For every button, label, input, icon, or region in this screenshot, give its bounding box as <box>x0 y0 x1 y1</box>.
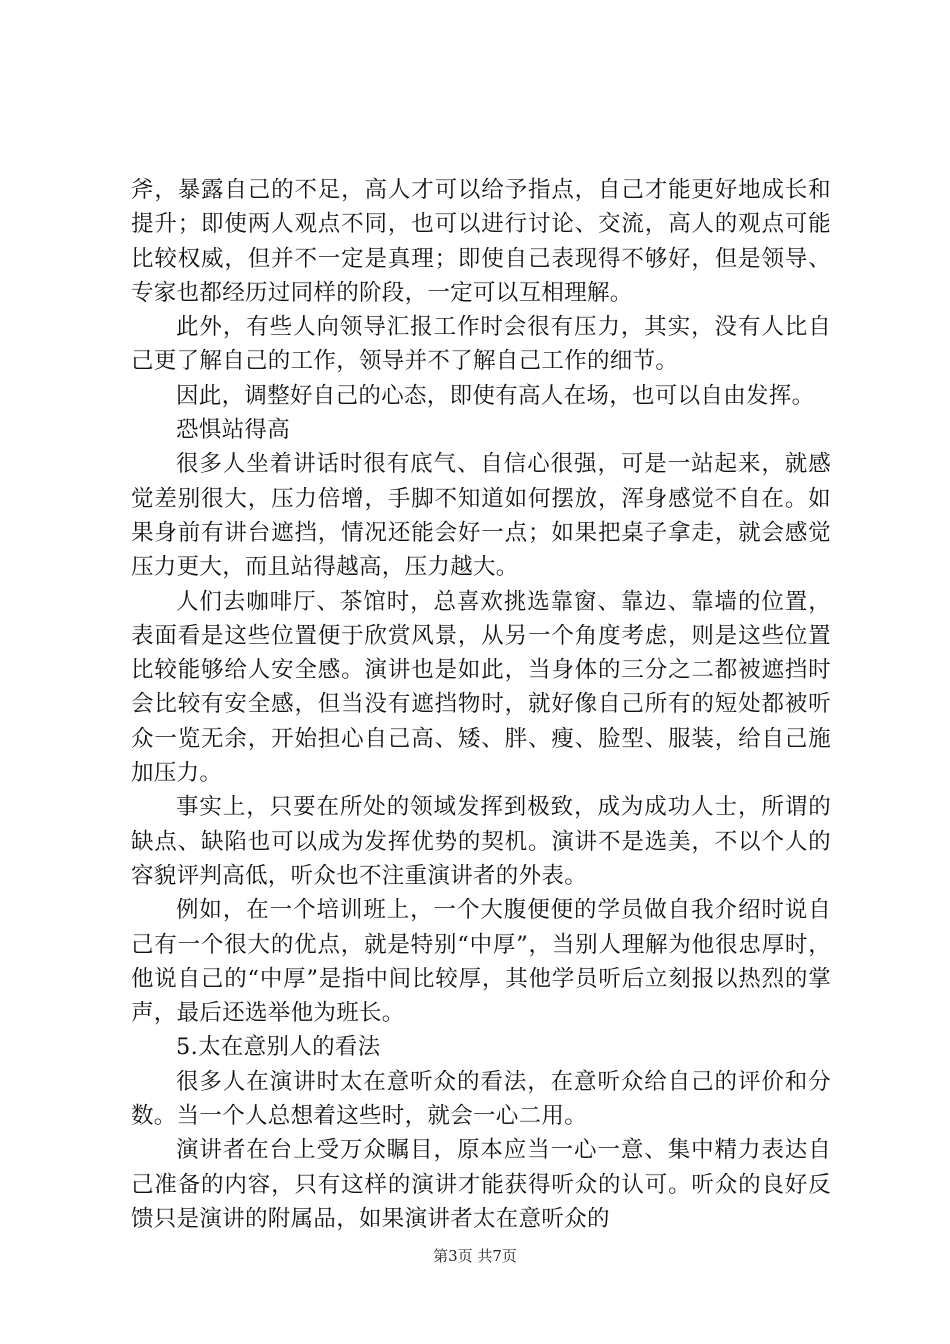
page-footer <box>0 1246 950 1266</box>
paragraph: 此外，有些人向领导汇报工作时会很有压力，其实，没有人比自己更了解自己的工作，领导并不了解自己工作的细节。 <box>131 314 831 375</box>
paragraph: 很多人在演讲时太在意听众的看法，在意听众给自己的评价和分数。当一个人总想着这些时，就会一心二用。 <box>131 1068 831 1130</box>
section-heading: 恐惧站得高 <box>176 417 291 444</box>
paragraph: 斧，暴露自己的不足，高人才可以给予指点，自己才能更好地成长和提升；即使两人观点不同，也可以进行讨论、交流，高人的观点可能比较权威，但并不一定是真理；即使自己表现得不够好，但是领导、专家也都经历过同样的阶段，一定可以互相理解。 <box>131 177 831 306</box>
paragraph: 因此，调整好自己的心态，即使有高人在场，也可以自由发挥。 <box>176 382 815 409</box>
paragraph: 人们去咖啡厅、茶馆时，总喜欢挑选靠窗、靠边、靠墙的位置，表面看是这些位置便于欣赏风景，从另一个角度考虑，则是这些位置比较能够给人安全感。演讲也是如此，当身体的三分之二都被遮挡时会比较有安全感，但当没有遮挡物时，就好像自己所有的短处都被听众一览无余，开始担心自己高、矮、胖、瘦、脸型、服装，给自己施加压力。 <box>131 588 831 787</box>
paragraph: 例如，在一个培训班上，一个大腹便便的学员做自我介绍时说自己有一个很大的优点，就是特别“中厚”，当别人理解为他很忠厚时，他说自己的“中厚”是指中间比较厚，其他学员听后立刻报以热烈的掌声，最后还选举他为班长。 <box>131 897 831 1027</box>
paragraph: 事实上，只要在所处的领域发挥到极致，成为成功人士，所谓的缺点、缺陷也可以成为发挥优势的契机。演讲不是选美，不以个人的容貌评判高低，听众也不注重演讲者的外表。 <box>131 794 831 889</box>
paragraph: 很多人坐着讲话时很有底气、自信心很强，可是一站起来，就感觉差别很大，压力倍增，手脚不知道如何摆放，浑身感觉不自在。如果身前有讲台遮挡，情况还能会好一点；如果把桌子拿走，就会感觉压力更大，而且站得越高，压力越大。 <box>131 451 831 581</box>
paragraph: 演讲者在台上受万众瞩目，原本应当一心一意、集中精力表达自己准备的内容，只有这样的演讲才能获得听众的认可。听众的良好反馈只是演讲的附属品，如果演讲者太在意听众的 <box>131 1137 831 1232</box>
document-body <box>131 173 831 1236</box>
section-heading: 5.太在意别人的看法 <box>176 1034 381 1061</box>
page-number: 第3页 共7页 <box>433 1247 517 1265</box>
